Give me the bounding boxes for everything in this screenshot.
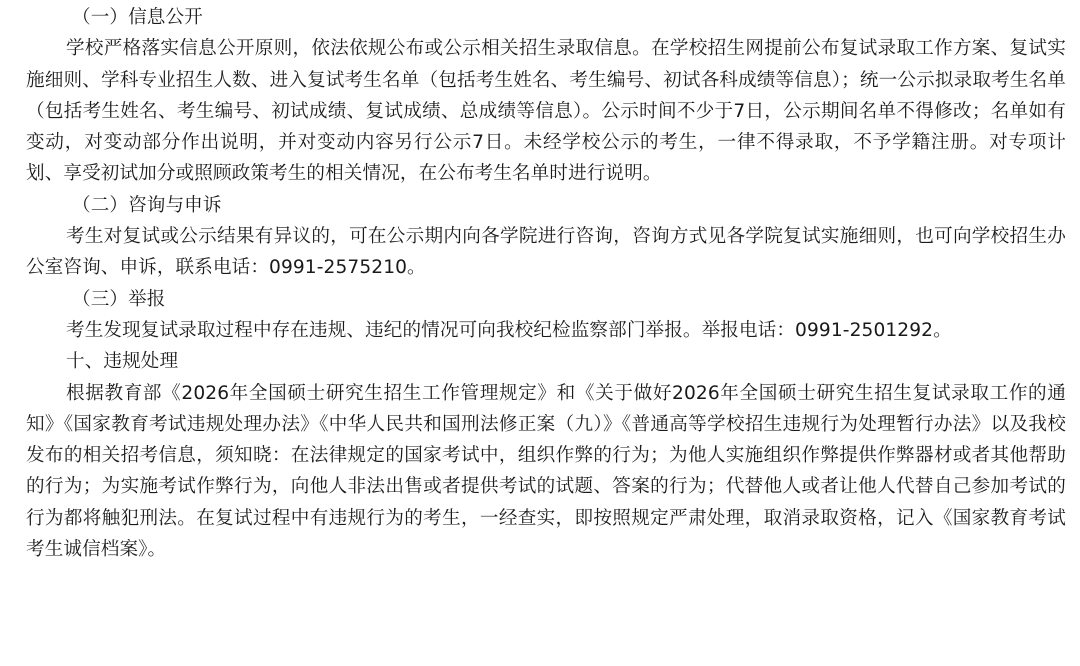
paragraph-violations: 根据教育部《2026年全国硕士研究生招生工作管理规定》和《关于做好2026年全国硕士研究生招生复试录取工作的通知》《国家教育考试违规处理办法》《中华人民共和国刑法修正案（九）》《普通高等学校招生违规行为处理暂行办法》以及我校发布的相关招考信息，须知晓：在法律规定的国家考试中，组织作弊的行为；为他人实施组织作弊提供作弊器材或者其他帮助的行为；为实施考试作弊行为，向他人非法出售或者提供考试的试题、答案的行为；代替他人或者让他人代替自己参加考试的行为都将触犯刑法。在复试过程中有违规行为的考生，一经查实，即按照规定严肃处理，取消录取资格，记入《国家教育考试考生诚信档案》。	[26, 382, 1066, 561]
section-heading-consultation: （二）咨询与申诉	[72, 194, 222, 216]
section-heading-disclosure: （一）信息公开	[72, 7, 203, 28]
document-body	[26, 0, 1066, 565]
paragraph-report: 考生发现复试录取过程中存在违规、违纪的情况可向我校纪检监察部门举报。举报电话：0991-2501292。	[66, 319, 952, 341]
paragraph-disclosure: 学校严格落实信息公开原则，依法依规公布或公示相关招生录取信息。在学校招生网提前公布复试录取工作方案、复试实施细则、学科专业招生人数、进入复试考生名单（包括考生姓名、考生编号、初试各科成绩等信息）；统一公示拟录取考生名单（包括考生姓名、考生编号、初试成绩、复试成绩、总成绩等信息）。公示时间不少于7日，公示期间名单不得修改；名单如有变动，对变动部分作出说明，并对变动内容另行公示7日。未经学校公示的考生，一律不得录取，不予学籍注册。对专项计划、享受初试加分或照顾政策考生的相关情况，在公布考生名单时进行说明。	[26, 38, 1066, 185]
section-heading-report: （三）举报	[72, 288, 166, 310]
section-heading-violations: 十、违规处理	[66, 351, 179, 373]
paragraph-consultation: 考生对复试或公示结果有异议的，可在公示期内向各学院进行咨询，咨询方式见各学院复试实施细则，也可向学校招生办公室咨询、申诉，联系电话：0991-2575210。	[26, 226, 1066, 279]
